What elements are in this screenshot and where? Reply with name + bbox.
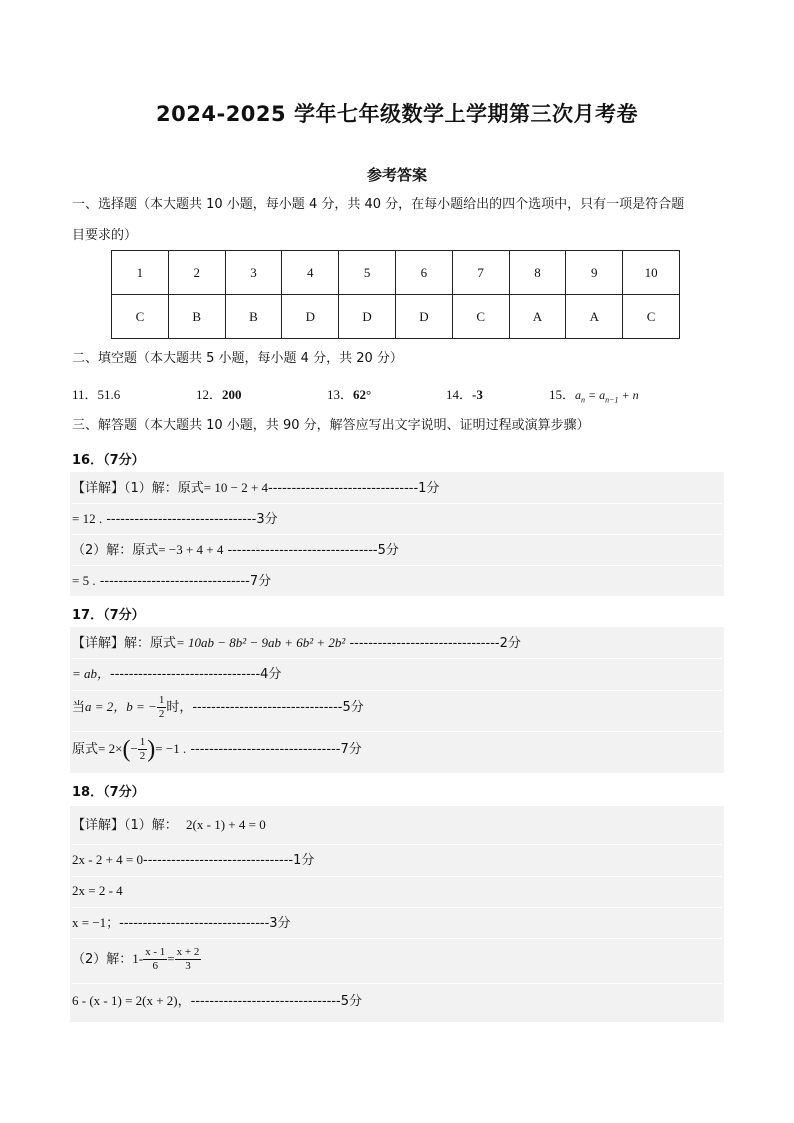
q16-line1: 【详解】（1）解：原式= 10 − 2 + 4--------------------------------1分 [72,480,440,496]
table-cell: 4 [282,251,339,295]
q18-line2: 2x - 2 + 4 = 0--------------------------------1分 [72,852,315,868]
table-cell: 1 [112,251,169,295]
section2-heading: 二、填空题（本大题共 5 小题，每小题 4 分，共 20 分） [72,351,403,366]
section3-heading: 三、解答题（本大题共 10 小题，共 90 分，解答应写出文字说明、证明过程或演算步骤） [72,418,590,433]
item-number: 13． [327,387,354,402]
q18-line5: （2）解：1- $\frac{x - 1}{6}$ = $\frac{x + 2}{3}$ [72,946,200,972]
item-answer: 51.6 [97,387,121,402]
table-cell: B [225,295,282,339]
table-row-numbers [112,251,680,295]
item-answer: -3 [472,387,483,402]
question-16-heading: 16．（7分） [72,453,145,468]
table-cell: B [168,295,225,339]
table-cell: D [339,295,396,339]
table-cell: 9 [566,251,623,295]
section1-heading: 一、选择题（本大题共 10 小题，每小题 4 分，共 40 分，在每小题给出的四个选项中，只有一项是符合题 [72,197,685,212]
q18-line6: 6 - (x - 1) = 2(x + 2)，--------------------------------5分 [72,993,363,1009]
table-cell: 5 [339,251,396,295]
item-answer: 200 [222,387,242,402]
fraction: $\frac{x - 1}{6}$ [145,946,166,972]
table-cell: 6 [395,251,452,295]
question-17-heading: 17．（7分） [72,608,145,623]
item-number: 11． [72,387,98,402]
q16-line3: （2）解：原式= −3 + 4 + 4 --------------------------------5分 [72,542,399,558]
q17-line2: = ab，--------------------------------4分 [72,666,282,682]
table-cell: A [509,295,566,339]
table-cell: C [112,295,169,339]
table-cell: 3 [225,251,282,295]
fraction: $\frac{1}{2}$ [139,736,146,762]
table-cell: 8 [509,251,566,295]
fill-item [196,384,242,403]
q17-line3: 当a = 2，b = − $\frac{1}{2}$ 时，--------------------------------5分 [72,694,364,720]
q18-line1: 【详解】（1）解： 2(x - 1) + 4 = 0 [72,817,266,833]
section1-heading-cont: 目要求的） [72,228,138,243]
fill-item [72,384,120,403]
q16-line4: = 5 . --------------------------------7分 [72,573,272,589]
item-answer: 62° [353,387,372,402]
fill-item [327,384,371,403]
fill-item [446,384,483,403]
table-cell: C [452,295,509,339]
question-18-heading: 18．（7分） [72,785,145,800]
answer-key-heading: 参考答案 [366,166,427,184]
table-cell: 2 [168,251,225,295]
q17-line1: 【详解】解：原式= 10ab − 8b² − 9ab + 6b² + 2b² --------------------------------2分 [72,635,521,651]
q17-line4: 原式= 2×(− $\frac{1}{2}$ )= −1 . --------------------------------7分 [72,736,362,763]
table-row-answers [112,295,680,339]
fraction: $\frac{1}{2}$ [158,694,165,720]
table-cell: 10 [623,251,680,295]
item-number: 15． [549,387,576,402]
fill-item: 15．$a_n = a_{n-1} + n$ [549,387,639,405]
choice-answer-table [111,250,680,339]
q18-line3: 2x = 2 - 4 [72,883,123,898]
fraction: $\frac{x + 2}{3}$ [176,946,200,972]
q18-line4: x = −1；--------------------------------3分 [72,915,291,931]
table-cell: C [623,295,680,339]
document-title: 2024-2025 学年七年级数学上学期第三次月考卷 [156,102,638,126]
item-number: 14． [446,387,473,402]
table-cell: A [566,295,623,339]
table-cell: D [282,295,339,339]
item-number: 12． [196,387,223,402]
table-cell: 7 [452,251,509,295]
table-cell: D [395,295,452,339]
q16-line2: = 12 . --------------------------------3分 [72,511,278,527]
